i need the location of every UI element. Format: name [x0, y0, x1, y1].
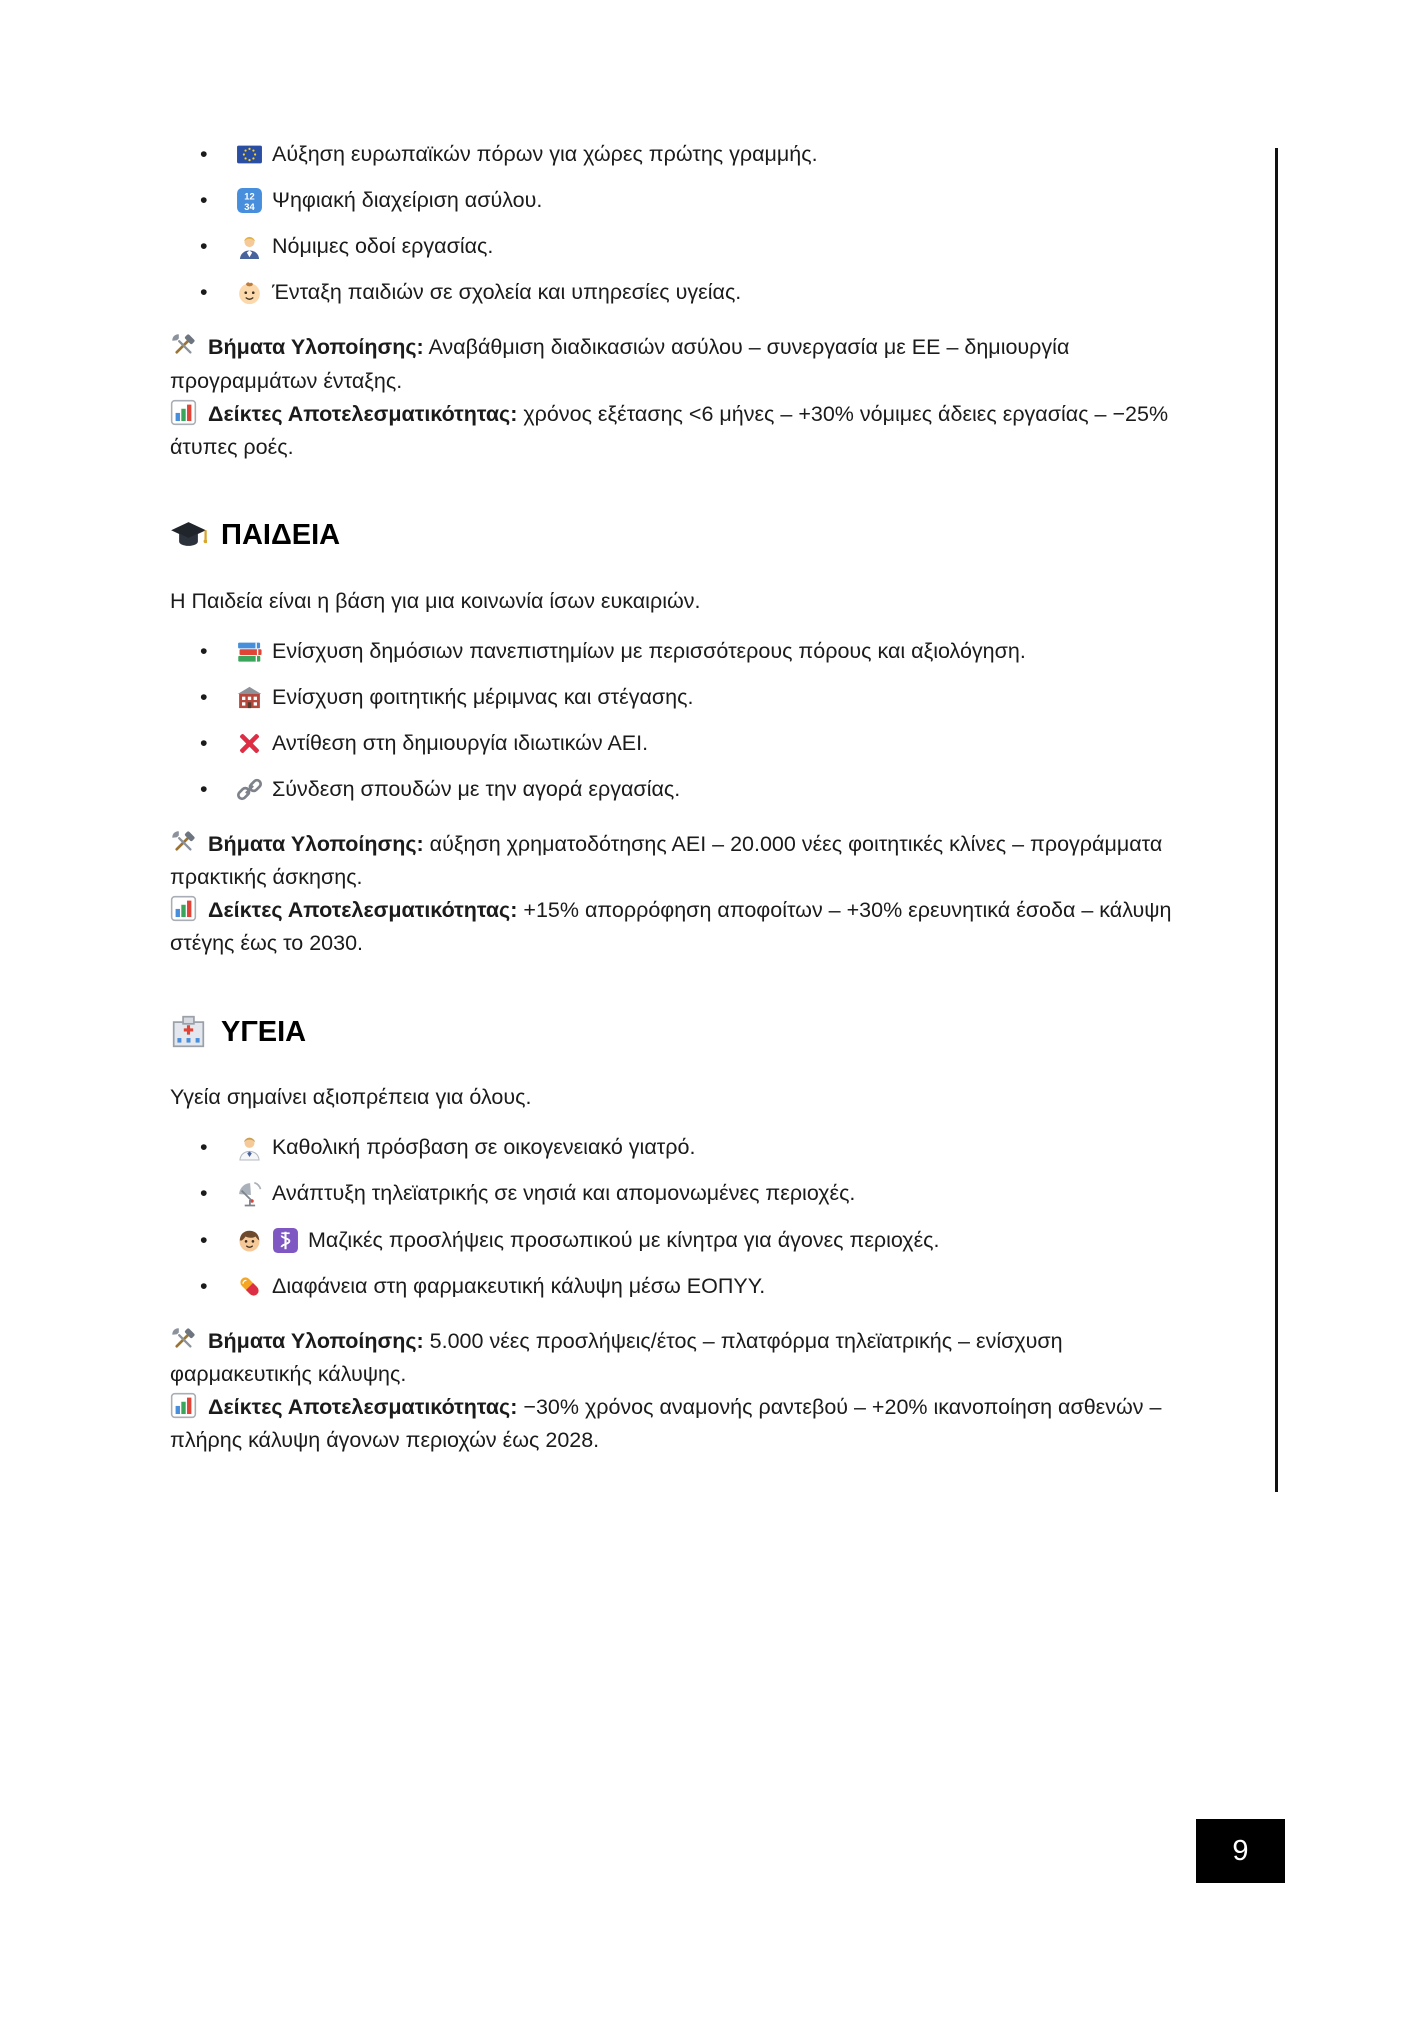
cross-mark-icon [236, 727, 272, 757]
hammer-wrench-icon [170, 829, 197, 856]
list-item [170, 276, 1188, 309]
bullet-text: Σύνδεση σπουδών με την αγορά εργασίας. [272, 776, 681, 801]
bullet-marker [200, 773, 236, 806]
implementation-label: Βήματα Υλοποίησης: [208, 832, 424, 857]
bullet-marker [200, 276, 236, 309]
school-building-icon [236, 681, 272, 711]
education-steps-block [170, 828, 1188, 960]
implementation-paragraph [170, 331, 1188, 397]
bullet-marker [200, 230, 236, 263]
bullet-text: Ένταξη παιδιών σε σχολεία και υπηρεσίες υγείας. [272, 280, 742, 305]
list-item [170, 727, 1188, 760]
eu-flag-icon [236, 138, 272, 168]
hospital-icon [170, 1013, 207, 1050]
pill-icon [236, 1270, 272, 1300]
health-bullet-list [170, 1131, 1188, 1302]
implementation-paragraph [170, 828, 1188, 894]
implementation-label: Βήματα Υλοποίησης: [208, 335, 424, 360]
list-item [170, 1224, 1188, 1257]
list-item [170, 138, 1188, 171]
bullet-text: Ενίσχυση φοιτητικής μέριμνας και στέγασης. [272, 684, 694, 709]
bullet-text: Καθολική πρόσβαση σε οικογενειακό γιατρό. [272, 1135, 696, 1160]
bullet-marker [200, 184, 236, 217]
bullet-text: Ενίσχυση δημόσιων πανεπιστημίων με περισσότερους πόρους και αξιολόγηση. [272, 638, 1026, 663]
health-steps-block [170, 1325, 1188, 1457]
list-item [170, 1270, 1188, 1303]
indicators-paragraph [170, 398, 1188, 464]
list-item [170, 635, 1188, 668]
bar-chart-icon [170, 895, 197, 922]
revision-bar [1275, 148, 1278, 1492]
page-number-box [1196, 1819, 1285, 1883]
implementation-text: 5.000 νέες προσλήψεις/έτος – πλατφόρμα τηλεϊατρικής – ενίσχυση φαρμακευτικής κάλυψης. [170, 1328, 1063, 1386]
bullet-text: Ανάπτυξη τηλεϊατρικής σε νησιά και απομονωμένες περιοχές. [272, 1181, 856, 1206]
satellite-antenna-icon [236, 1177, 272, 1207]
bullet-marker [200, 1131, 236, 1164]
office-worker-icon [236, 230, 272, 260]
section-intro: Η Παιδεία είναι η βάση για μια κοινωνία ίσων ευκαιριών. [170, 588, 701, 613]
section-intro: Υγεία σημαίνει αξιοπρέπεια για όλους. [170, 1085, 532, 1110]
doctor-icon [236, 1131, 272, 1161]
bullet-marker [200, 138, 236, 171]
input-numbers-icon [236, 184, 272, 214]
indicators-label: Δείκτες Αποτελεσματικότητας: [208, 1394, 518, 1419]
medical-symbol-icon [272, 1224, 308, 1254]
migration-bullet-list [170, 138, 1188, 309]
bar-chart-icon [170, 399, 197, 426]
list-item [170, 230, 1188, 263]
indicators-label: Δείκτες Αποτελεσματικότητας: [208, 401, 518, 426]
bullet-marker [200, 681, 236, 714]
bullet-text: Ψηφιακή διαχείριση ασύλου. [272, 188, 543, 213]
bullet-text: Αύξηση ευρωπαϊκών πόρων για χώρες πρώτης γραμμής. [272, 142, 818, 166]
section-health [170, 1010, 1188, 1458]
bullet-text: Μαζικές προσλήψεις προσωπικού με κίνητρα για άγονες περιοχές. [308, 1227, 940, 1252]
education-bullet-list [170, 635, 1188, 806]
indicators-text: +15% απορρόφηση αποφοίτων – +30% ερευνητικά έσοδα – κάλυψη στέγης έως το 2030. [170, 898, 1172, 956]
list-item [170, 773, 1188, 806]
section-title: ΠΑΙΔΕΙΑ [221, 518, 341, 551]
health-worker-face-icon [236, 1224, 272, 1254]
implementation-text: Αναβάθμιση διαδικασιών ασύλου – συνεργασία με ΕΕ – δημιουργία προγραμμάτων ένταξης. [170, 335, 1070, 393]
child-face-icon [236, 276, 272, 306]
indicators-text: χρόνος εξέτασης <6 μήνες – +30% νόμιμες άδειες εργασίας – −25% άτυπες ροές. [170, 401, 1169, 459]
section-education [170, 513, 1188, 961]
bullet-text: Αντίθεση στη δημιουργία ιδιωτικών ΑΕΙ. [272, 730, 649, 755]
bullet-marker [200, 1270, 236, 1303]
bar-chart-icon [170, 1392, 197, 1419]
section-heading-health [170, 1010, 1188, 1055]
indicators-label: Δείκτες Αποτελεσματικότητας: [208, 898, 518, 923]
list-item [170, 184, 1188, 217]
graduation-cap-icon [170, 517, 207, 554]
list-item [170, 1131, 1188, 1164]
list-item [170, 681, 1188, 714]
hammer-wrench-icon [170, 1326, 197, 1353]
bullet-text: Νόμιμες οδοί εργασίας. [272, 234, 494, 259]
migration-steps-block [170, 331, 1188, 463]
indicators-paragraph [170, 1391, 1188, 1457]
bullet-text: Διαφάνεια στη φαρμακευτική κάλυψη μέσω ΕΟΠΥΥ. [272, 1273, 766, 1298]
books-icon [236, 635, 272, 665]
page-content [170, 138, 1188, 1457]
implementation-text: αύξηση χρηματοδότησης ΑΕΙ – 20.000 νέες φοιτητικές κλίνες – προγράμματα πρακτικής άσκησης. [170, 832, 1163, 890]
bullet-marker [200, 1177, 236, 1210]
implementation-label: Βήματα Υλοποίησης: [208, 1328, 424, 1353]
link-icon [236, 773, 272, 803]
indicators-text: −30% χρόνος αναμονής ραντεβού – +20% ικανοποίηση ασθενών – πλήρης κάλυψη άγονων περιοχών έως 2028. [170, 1394, 1162, 1453]
section-title: ΥΓΕΙΑ [221, 1015, 307, 1048]
bullet-marker [200, 1224, 236, 1257]
hammer-wrench-icon [170, 332, 197, 359]
indicators-paragraph [170, 894, 1188, 960]
bullet-marker [200, 635, 236, 668]
bullet-marker [200, 727, 236, 760]
list-item [170, 1177, 1188, 1210]
page-number: 9 [1232, 1834, 1249, 1867]
implementation-paragraph [170, 1325, 1188, 1391]
section-heading-education [170, 513, 1188, 558]
